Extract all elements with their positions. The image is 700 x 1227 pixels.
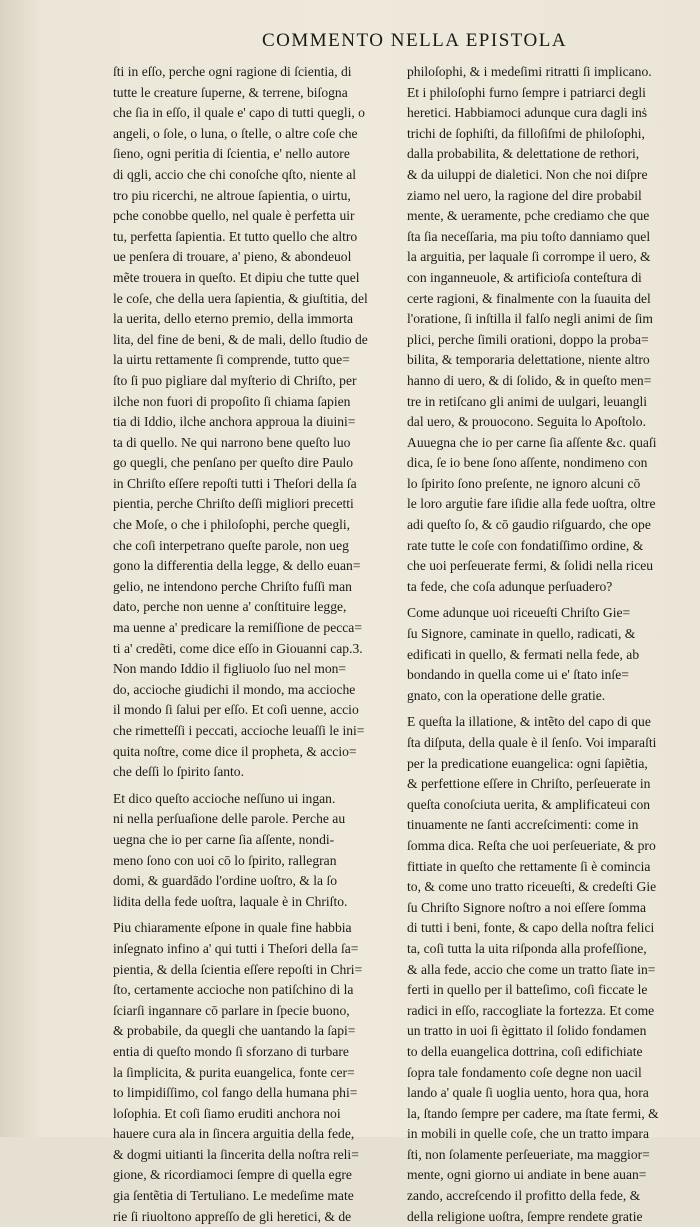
text-line: go quegli, che penſano per queſto dire Paulo xyxy=(113,455,354,471)
text-line: la, ſtando ſempre per cadere, ma ſtate fermi, & xyxy=(407,1105,659,1121)
text-line: angeli, o ſole, o luna, o ſtelle, o altre coſe che xyxy=(113,125,358,141)
text-line: do, accioche giudichi il mondo, ma accioche xyxy=(113,681,356,697)
text-line: che uoi perſeuerate fermi, & ſolidi nella riceu xyxy=(407,558,654,574)
text-line: ni nella perſuaſione delle parole. Perche au xyxy=(113,811,346,827)
text-line: la uirtu rettamente ſi comprende, tutto que= xyxy=(113,352,350,368)
text-line: Et i philoſophi furno ſempre i patriarci degli xyxy=(407,84,646,100)
text-line: zando, accreſcendo il profitto della fede, & xyxy=(407,1188,641,1204)
text-line: ferti in quello per il batteſimo, coſi ficcate le xyxy=(407,982,648,998)
text-line: tu, perfetta ſapientia. Et tutto quello che altro xyxy=(113,228,358,244)
text-line: ſopra tale fondamento coſe degne non uacil xyxy=(407,1064,642,1080)
text-line: gione, & ricordiamoci ſempre di quella egre xyxy=(113,1167,352,1183)
text-line: pche conobbe quello, nel quale è perfetta uir xyxy=(113,208,355,224)
left-column xyxy=(113,62,395,1227)
text-line: domi, & guardādo l'ordine uoſtro, & la ſo xyxy=(113,873,338,889)
text-line: to limpidiſſimo, col fango della humana phi= xyxy=(113,1085,358,1101)
text-line: ta fede, che coſa adunque perſuadero? xyxy=(407,578,613,594)
text-line: rate tutte le coſe con fondatiſſimo ordine, & xyxy=(407,537,644,553)
text-line: ſto ſi puo pigliare dal myſterio di Chriſto, per xyxy=(113,372,357,388)
paragraph xyxy=(113,789,395,913)
text-line: ſti, non ſolamente perſeueriate, ma maggior= xyxy=(407,1146,650,1162)
text-line: per la predicatione euangelica: ogni ſapiẽtia, xyxy=(407,755,648,771)
text-line: gelio, ne intendono perche Chriſto fuſſi man xyxy=(113,578,352,594)
text-line: tre in retiſcano gli animi de uulgari, leuangli xyxy=(407,393,648,409)
text-line: mẽte trouera in queſto. Et dipiu che tutte quel xyxy=(113,269,360,285)
text-line: edificati in quello, & fermati nella fede, ab xyxy=(407,646,640,662)
text-line: mente, & ueramente, pche crediamo che que xyxy=(407,208,650,224)
text-line: dal uero, & prouocono. Seguita lo Apoſtolo. xyxy=(407,414,646,430)
text-line: ta di quello. Ne qui narrono bene queſto luo xyxy=(113,434,351,450)
text-line: & probabile, da quegli che uantando la ſapi= xyxy=(113,1023,356,1039)
text-line: bondando in quella come ui e' ſtato inſe= xyxy=(407,667,629,683)
text-line: la ſimplicita, & purita euangelica, fonte cer= xyxy=(113,1064,355,1080)
text-line: trichi de ſophiſti, da filloſiſmi de philoſophi, xyxy=(407,125,645,141)
running-head: COMMENTO NELLA EPISTOLA xyxy=(262,30,568,51)
text-line: ſu Chriſto Signore noſtro a noi eſſere ſomma xyxy=(407,899,646,915)
text-line: dalla probabilita, & delettatione de rethori, xyxy=(407,146,640,162)
text-line: queſta conoſciuta uerita, & amplificateui con xyxy=(407,796,651,812)
text-line: rie ſi riuoltono appreſſo de gli heretici, & de xyxy=(113,1208,352,1224)
text-line: fittiate in queſto che rettamente ſi è comincia xyxy=(407,858,651,874)
text-line: Auuegna che io per carne ſia aſſente &c. quaſi xyxy=(407,434,657,450)
text-line: che ſia in eſſo, il quale e' capo di tutti quegli, o xyxy=(113,105,365,121)
text-line: to, & come uno tratto riceueſti, & credeſti Gie xyxy=(407,879,657,895)
text-line: mente, ogni giorno ui andiate in bene auan= xyxy=(407,1167,647,1183)
text-line: pientia, perche Chriſto deſſi migliori precetti xyxy=(113,496,354,512)
text-line: in mobili in quelle coſe, che un tratto impara xyxy=(407,1126,649,1142)
text-line: tia di Iddio, ilche anchora approua la diuini= xyxy=(113,414,356,430)
text-line: ſta ſia neceſſaria, ma piu toſto danniamo quel xyxy=(407,228,651,244)
text-line: ue penſera di trouare, a' pieno, & abondeuol xyxy=(113,249,352,265)
paragraph xyxy=(113,62,395,783)
text-line: dato, perche non uenne a' conſtituire legge, xyxy=(113,599,347,615)
text-line: la uerita, dello eterno premio, della immorta xyxy=(113,311,354,327)
text-line: Piu chiaramente eſpone in quale fine habbia xyxy=(113,920,352,936)
text-line: quita noſtre, come dice il propheta, & accio= xyxy=(113,743,357,759)
text-line: in Chriſto eſſere repoſti tutti i Theſori della ſa xyxy=(113,475,357,491)
text-line: ti a' credẽti, come dice eſſo in Giouanni cap.3. xyxy=(113,640,363,656)
text-line: & perfettione eſſere in Chriſto, perſeuerate in xyxy=(407,776,651,792)
text-line: ſti in eſſo, perche ogni ragione di ſcientia, di xyxy=(113,64,352,79)
text-line: certe ragioni, & finalmente con la ſuauita del xyxy=(407,290,651,306)
text-line: che Moſe, o che i philoſophi, perche quegli, xyxy=(113,517,351,533)
right-column xyxy=(407,62,687,1227)
text-line: philoſophi, & i medeſimi ritratti ſi implicano. xyxy=(407,64,652,79)
text-line: ſieno, ogni peritia di ſcientia, e' nello autore xyxy=(113,146,350,162)
text-line: l'oratione, ſi inſtilla il falſo negli animi de ſim xyxy=(407,311,653,327)
text-line: ſu Signore, caminate in quello, radicati, & xyxy=(407,626,636,642)
text-line: entia di queſto mondo ſi sforzano di turbare xyxy=(113,1043,349,1059)
text-line: loſophia. Et coſi ſiamo eruditi anchora noi xyxy=(113,1105,341,1121)
text-line: ta, coſi tutta la uita riſponda alla profeſſione, xyxy=(407,940,647,956)
text-line: to della euangelica dottrina, coſi edifichiate xyxy=(407,1043,643,1059)
text-line: ſta diſputa, della quale è il ſenſo. Voi imparaſti xyxy=(407,735,657,750)
text-line: Non mando Iddio il figliuolo ſuo nel mon= xyxy=(113,661,347,677)
text-line: il mondo ſi ſalui per eſſo. Et coſi uenne, accio xyxy=(113,702,359,718)
text-line: hanno di uero, & di ſolido, & in queſto men= xyxy=(407,372,652,388)
text-line: di qgli, accio che chi conoſche qſto, niente al xyxy=(113,166,357,182)
text-line: radici in eſſo, raccogliate la fortezza. Et come xyxy=(407,1002,655,1018)
text-line: & dogmi uitianti la ſincerita della noſtra reli= xyxy=(113,1146,359,1162)
text-line: lidita della fede uoſtra, laquale è in Chriſto. xyxy=(113,893,348,909)
text-line: & alla fede, accio che come un tratto ſiate in= xyxy=(407,961,656,977)
text-line: & da uiluppi de dialetici. Non che noi diſpre xyxy=(407,166,648,182)
text-line: E queſta la illatione, & intẽto del capo di que xyxy=(407,714,651,730)
text-line: Et dico queſto accioche neſſuno ui ingan. xyxy=(113,790,336,806)
paragraph xyxy=(407,712,687,1227)
text-line: dica, ſe io bene ſono aſſente, nondimeno con xyxy=(407,455,648,471)
text-line: che rimetteſſi i peccati, accioche leuaſſi le ini= xyxy=(113,723,365,738)
text-line: ſto, certamente accioche non patiſchino di la xyxy=(113,982,354,998)
text-line: lita, del fine de beni, & de mali, dello ſtudio de xyxy=(113,331,368,347)
text-line: ma uenne a' predicare la remiſſione de pecca= xyxy=(113,620,363,636)
text-line: gnato, con la operatione delle gratie. xyxy=(407,687,606,703)
text-line: uegna che io per carne ſia aſſente, nondi- xyxy=(113,831,335,847)
text-line: hauere cura ala in ſincera arguitia della fede, xyxy=(113,1126,355,1142)
text-line: le coſe, che della uera ſapientia, & giuſtitia, del xyxy=(113,290,368,306)
text-line: plici, perche ſimili orationi, doppo la proba= xyxy=(407,331,649,347)
text-line: le loro arguṫie fare iſidie alla fede uoſtra, oltre xyxy=(407,496,656,512)
text-line: la arguitia, per laquale ſi corrompe il uero, & xyxy=(407,249,651,265)
text-line: con inganneuole, & artificioſa conteſtura di xyxy=(407,269,642,285)
text-line: della religione uoſtra, ſempre rendete gratie xyxy=(407,1208,643,1224)
text-line: che deſſi lo ſpirito ſanto. xyxy=(113,764,244,780)
text-line: Come adunque uoi riceueſti Chriſto Gie= xyxy=(407,605,631,621)
text-line: lando a' quale ſi uoglia uento, hora qua, hora xyxy=(407,1085,649,1101)
text-line: tinuamente ne ſanti accreſcimenti: come in xyxy=(407,817,639,833)
text-line: di tutti i beni, fonte, & capo della noſtra felici xyxy=(407,920,655,936)
text-line: lo ſpirito ſono preſente, ne ignoro alcuni cō xyxy=(407,475,641,491)
text-line: adi queſto ſo, & cō gaudio riſguardo, che ope xyxy=(407,517,651,533)
text-line: ilche non fuori di propoſito ſi chiama ſapien xyxy=(113,393,351,409)
text-line: gono la differentia della legge, & dello euan= xyxy=(113,558,361,574)
text-line: ziamo nel uero, la ragione del dire probabil xyxy=(407,187,642,203)
text-line: heretici. Habbiamoci adunque cura dagli inṡ xyxy=(407,105,648,121)
text-line: un tratto in uoi ſi ègittato il ſolido fondamen xyxy=(407,1023,647,1039)
text-line: inſegnato infino a' qui tutti i Theſori della ſa= xyxy=(113,940,359,956)
text-line: gia ſentẽtia di Tertuliano. Le medeſime mate xyxy=(113,1188,354,1204)
text-line: ſomma dica. Reſta che uoi perſeueriate, & pro xyxy=(407,837,656,853)
paragraph xyxy=(407,62,687,597)
text-line: tutte le creature ſuperne, & terrene, biſogna xyxy=(113,84,348,100)
text-line: tro piu ricerchi, ne altroue ſapientia, o uirtu, xyxy=(113,187,351,203)
text-line: bilita, & temporaria delettatione, niente altro xyxy=(407,352,650,368)
text-line: ſciarſi ingannare cō parlare in ſpecie buono, xyxy=(113,1002,350,1018)
paragraph xyxy=(407,603,687,706)
text-line: pientia, & della ſcientia eſſere repoſti in Chri= xyxy=(113,961,363,977)
paragraph xyxy=(113,918,395,1227)
text-line: che coſi interpetrano queſte parole, non ueg xyxy=(113,537,349,553)
text-line: meno ſono con uoi cō lo ſpirito, rallegran xyxy=(113,852,337,868)
